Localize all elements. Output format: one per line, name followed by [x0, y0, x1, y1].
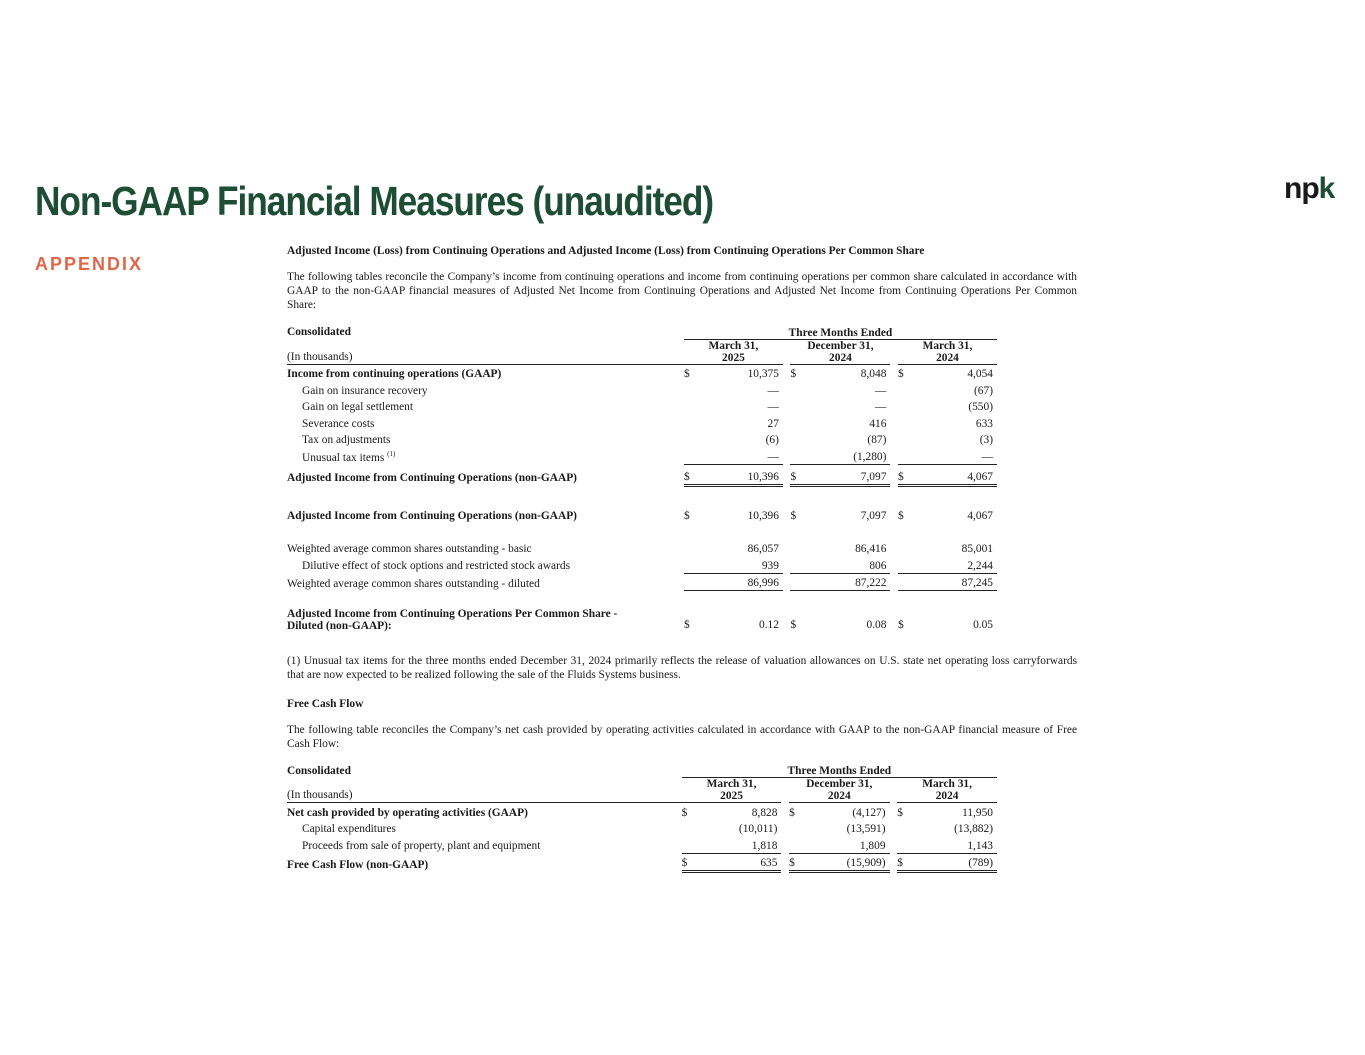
- slide-title: Non-GAAP Financial Measures (unaudited): [35, 178, 714, 224]
- col-header: December 31, 2024: [789, 778, 889, 803]
- table-row: Gain on legal settlement — — (550): [302, 401, 993, 413]
- financial-document: [287, 244, 1077, 873]
- table-row: Adjusted Income from Continuing Operations (non-GAAP) $ 10,396 $ 7,097 $ 4,067: [287, 465, 997, 486]
- table-row: Severance costs 27 416 633: [302, 417, 993, 430]
- table-row: Free Cash Flow (non-GAAP) $ 635 $ (15,909) $ (789): [287, 853, 997, 872]
- table-row: Dilutive effect of stock options and restricted stock awards 939 806 2,244: [287, 556, 997, 573]
- free-cash-flow-table: [287, 761, 997, 874]
- col-header: March 31, 2025: [684, 339, 783, 364]
- footnote: (1) Unusual tax items for the three months ended December 31, 2024 primarily reflects the release of valuation allowances on U.S. state net operating loss carryforwards that are now expected to be realized following the sale of the Fluids Systems business.: [287, 654, 1077, 681]
- table-row: Adjusted Income from Continuing Operations Per Common Share - Diluted (non-GAAP): $ 0.12 $ 0.08 $ 0.05: [287, 607, 993, 632]
- consolidated-label: Consolidated: [287, 764, 351, 777]
- adjusted-income-intro: The following tables reconcile the Company’s income from continuing operations and income from continuing operations per common share calculated in accordance with GAAP to the non-GAAP financial measures of Adjusted Net Income from Continuing Operations and Adjusted Net Income from Continuing Operations Per Common Share:: [287, 271, 1077, 311]
- adjusted-income-heading: Adjusted Income (Loss) from Continuing Operations and Adjusted Income (Loss) from Continuing Operations Per Common Share: [287, 245, 925, 257]
- table-row: Weighted average common shares outstanding - diluted 86,996 87,222 87,245: [287, 573, 997, 591]
- table-row: Net cash provided by operating activities (GAAP) $ 8,828 $ (4,127) $ 11,950: [287, 806, 993, 819]
- npk-logo: [1284, 172, 1334, 206]
- col-header: March 31, 2025: [682, 778, 782, 803]
- fcf-heading: Free Cash Flow: [287, 697, 364, 710]
- col-header: March 31, 2024: [898, 339, 997, 364]
- logo-text-a: np: [1284, 172, 1319, 205]
- units-label: (In thousands): [287, 339, 684, 364]
- table-row: Weighted average common shares outstanding - basic 86,057 86,416 85,001: [287, 543, 993, 556]
- fcf-intro: The following table reconciles the Company’s net cash provided by operating activities calculated in accordance with GAAP to the non-GAAP financial measure of Free Cash Flow:: [287, 723, 1077, 750]
- consolidated-label: Consolidated: [287, 326, 351, 338]
- table-row: Tax on adjustments (6) (87) (3): [302, 434, 993, 446]
- adjusted-income-table: [287, 322, 997, 632]
- period-header: Three Months Ended: [682, 761, 997, 778]
- col-header: December 31, 2024: [790, 339, 890, 364]
- period-header: Three Months Ended: [684, 322, 997, 339]
- table-row: Unusual tax items $^{(1)}$ — (1,280) —: [287, 447, 997, 465]
- col-header: March 31, 2024: [897, 778, 997, 803]
- units-label: (In thousands): [287, 778, 682, 803]
- section-label: APPENDIX: [35, 254, 144, 274]
- logo-text-b: k: [1318, 172, 1335, 205]
- table-row: Proceeds from sale of property, plant and equipment 1,818 1,809 1,143: [287, 836, 997, 853]
- table-row: Income from continuing operations (GAAP) $ 10,375 $ 8,048 $ 4,054: [287, 368, 993, 380]
- table-row: Gain on insurance recovery — — (67): [302, 384, 993, 397]
- table-row: Capital expenditures (10,011) (13,591) (13,882): [302, 823, 993, 836]
- table-row: Adjusted Income from Continuing Operations (non-GAAP) $ 10,396 $ 7,097 $ 4,067: [287, 510, 993, 523]
